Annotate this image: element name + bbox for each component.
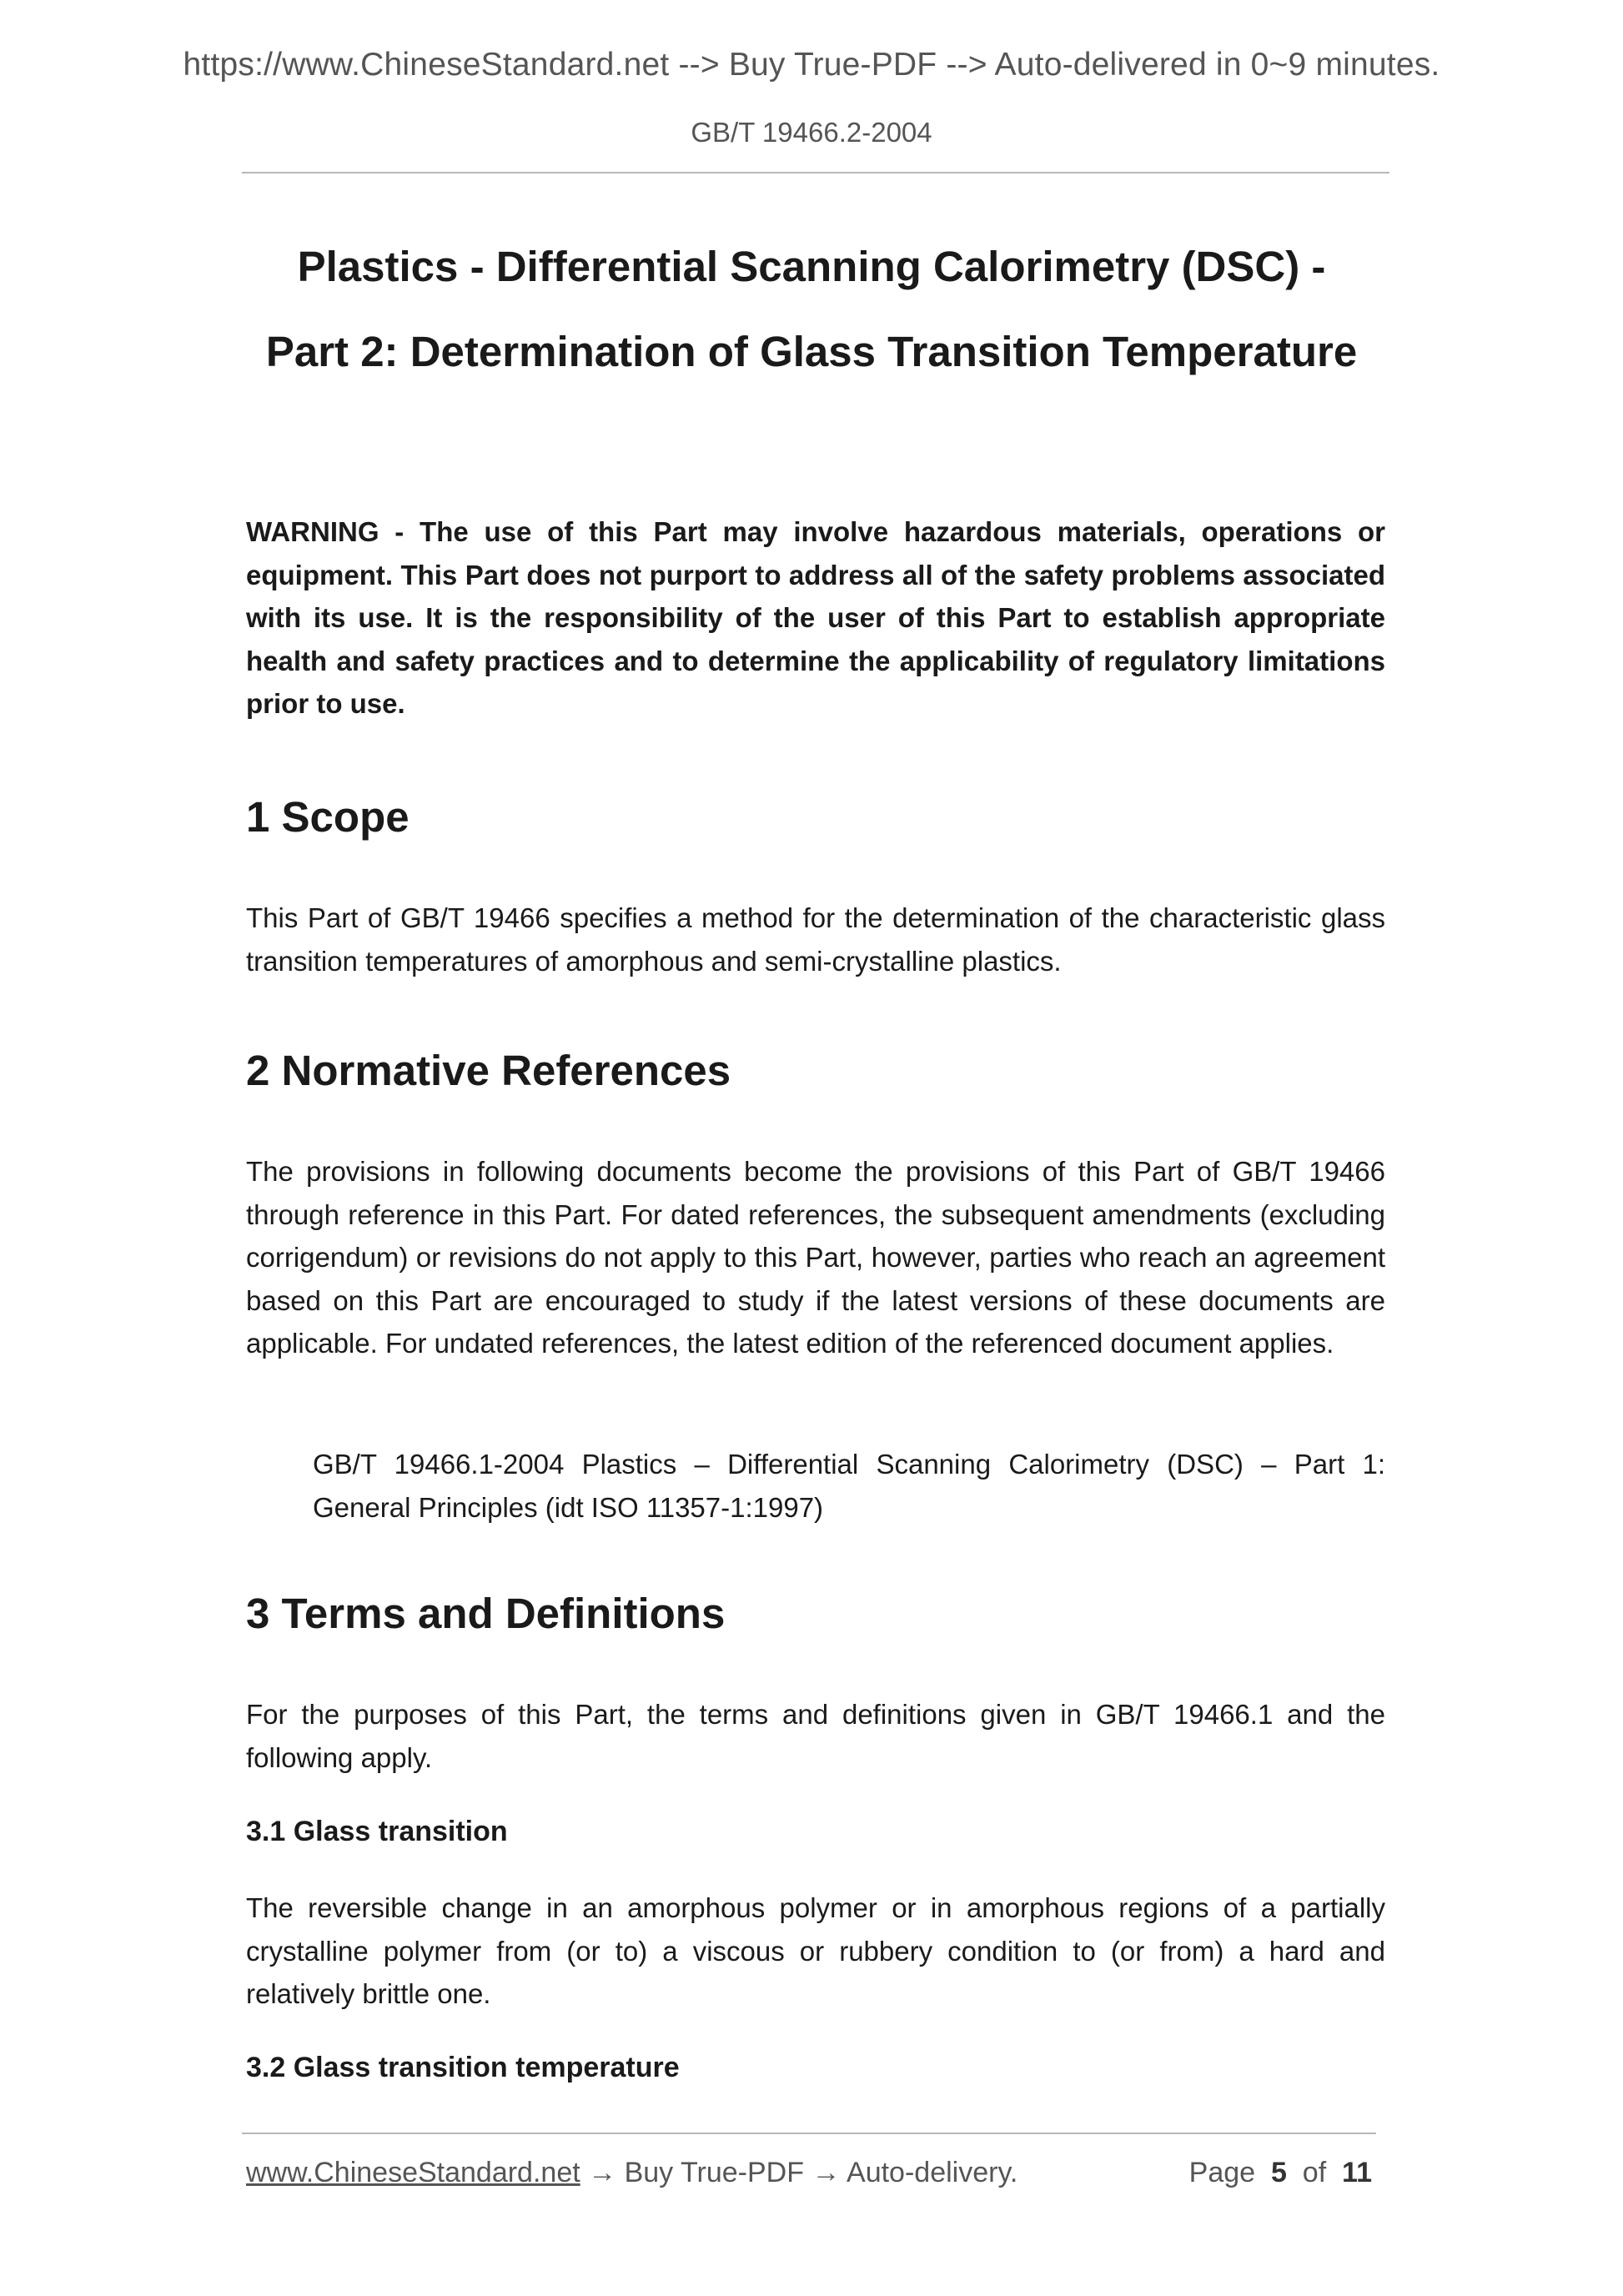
footer-buy-text: Buy True-PDF	[624, 2157, 804, 2188]
top-banner-text: https://www.ChineseStandard.net --> Buy True-PDF --> Auto-delivered in 0~9 minutes.	[183, 47, 1440, 83]
page-of-label: of	[1302, 2157, 1327, 2188]
footer-links	[246, 2157, 1018, 2189]
footer-delivery-text: Auto-delivery.	[847, 2157, 1018, 2188]
page-total: 11	[1342, 2157, 1372, 2188]
section-2-heading: 2 Normative References	[246, 1047, 731, 1094]
page-current: 5	[1270, 2157, 1287, 2188]
subsection-3-1-heading: 3.1 Glass transition	[246, 1816, 508, 1847]
warning-paragraph: WARNING - The use of this Part may involve hazardous materials, operations or equipment. This Part does not purport to address all of the safety problems associated with its use. It is the responsibility of the user of this Part to establish appropriate health and safety practices and to determine the applicability of regulatory limitations prior to use.	[246, 516, 1385, 719]
document-title-line1: Plastics - Differential Scanning Calorimetry (DSC) -	[297, 243, 1326, 290]
section-2-text: The provisions in following documents become the provisions of this Part of GB/T 19466 through reference in this Part. For dated references, the subsequent amendments (excluding corrigendum) or revisions do not apply to this Part, however, parties who reach an agreement based on this Part are encouraged to study if the latest versions of these documents are applicable. For undated references, the latest edition of the referenced document applies.	[246, 1156, 1385, 1359]
section-1-text: This Part of GB/T 19466 specifies a method for the determination of the characteristic glass transition temperatures of amorphous and semi-crystalline plastics.	[246, 902, 1385, 977]
subsection-3-2-heading: 3.2 Glass transition temperature	[246, 2052, 680, 2083]
subsection-3-1-text: The reversible change in an amorphous polymer or in amorphous regions of a partially crystalline polymer from (or to) a viscous or rubbery condition to (or from) a hard and relatively brittle one.	[246, 1892, 1385, 2009]
document-title-line2: Part 2: Determination of Glass Transition Temperature	[265, 328, 1358, 375]
header-divider	[242, 172, 1389, 173]
page-label: Page	[1188, 2157, 1256, 2188]
footer-site-link[interactable]: www.ChineseStandard.net	[246, 2157, 580, 2188]
footer-divider	[242, 2133, 1376, 2134]
section-3-text: For the purposes of this Part, the terms and definitions given in GB/T 19466.1 and the following apply.	[246, 1699, 1385, 1773]
normative-reference-item: GB/T 19466.1-2004 Plastics – Differential Scanning Calorimetry (DSC) – Part 1: General Principles (idt ISO 11357-1:1997)	[313, 1449, 1385, 1523]
arrow-right-icon: →	[812, 2157, 841, 2188]
document-code: GB/T 19466.2-2004	[691, 117, 932, 148]
section-3-heading: 3 Terms and Definitions	[246, 1590, 726, 1637]
arrow-right-icon: →	[588, 2157, 617, 2188]
page-indicator	[1189, 2157, 1372, 2189]
section-1-heading: 1 Scope	[246, 793, 410, 841]
